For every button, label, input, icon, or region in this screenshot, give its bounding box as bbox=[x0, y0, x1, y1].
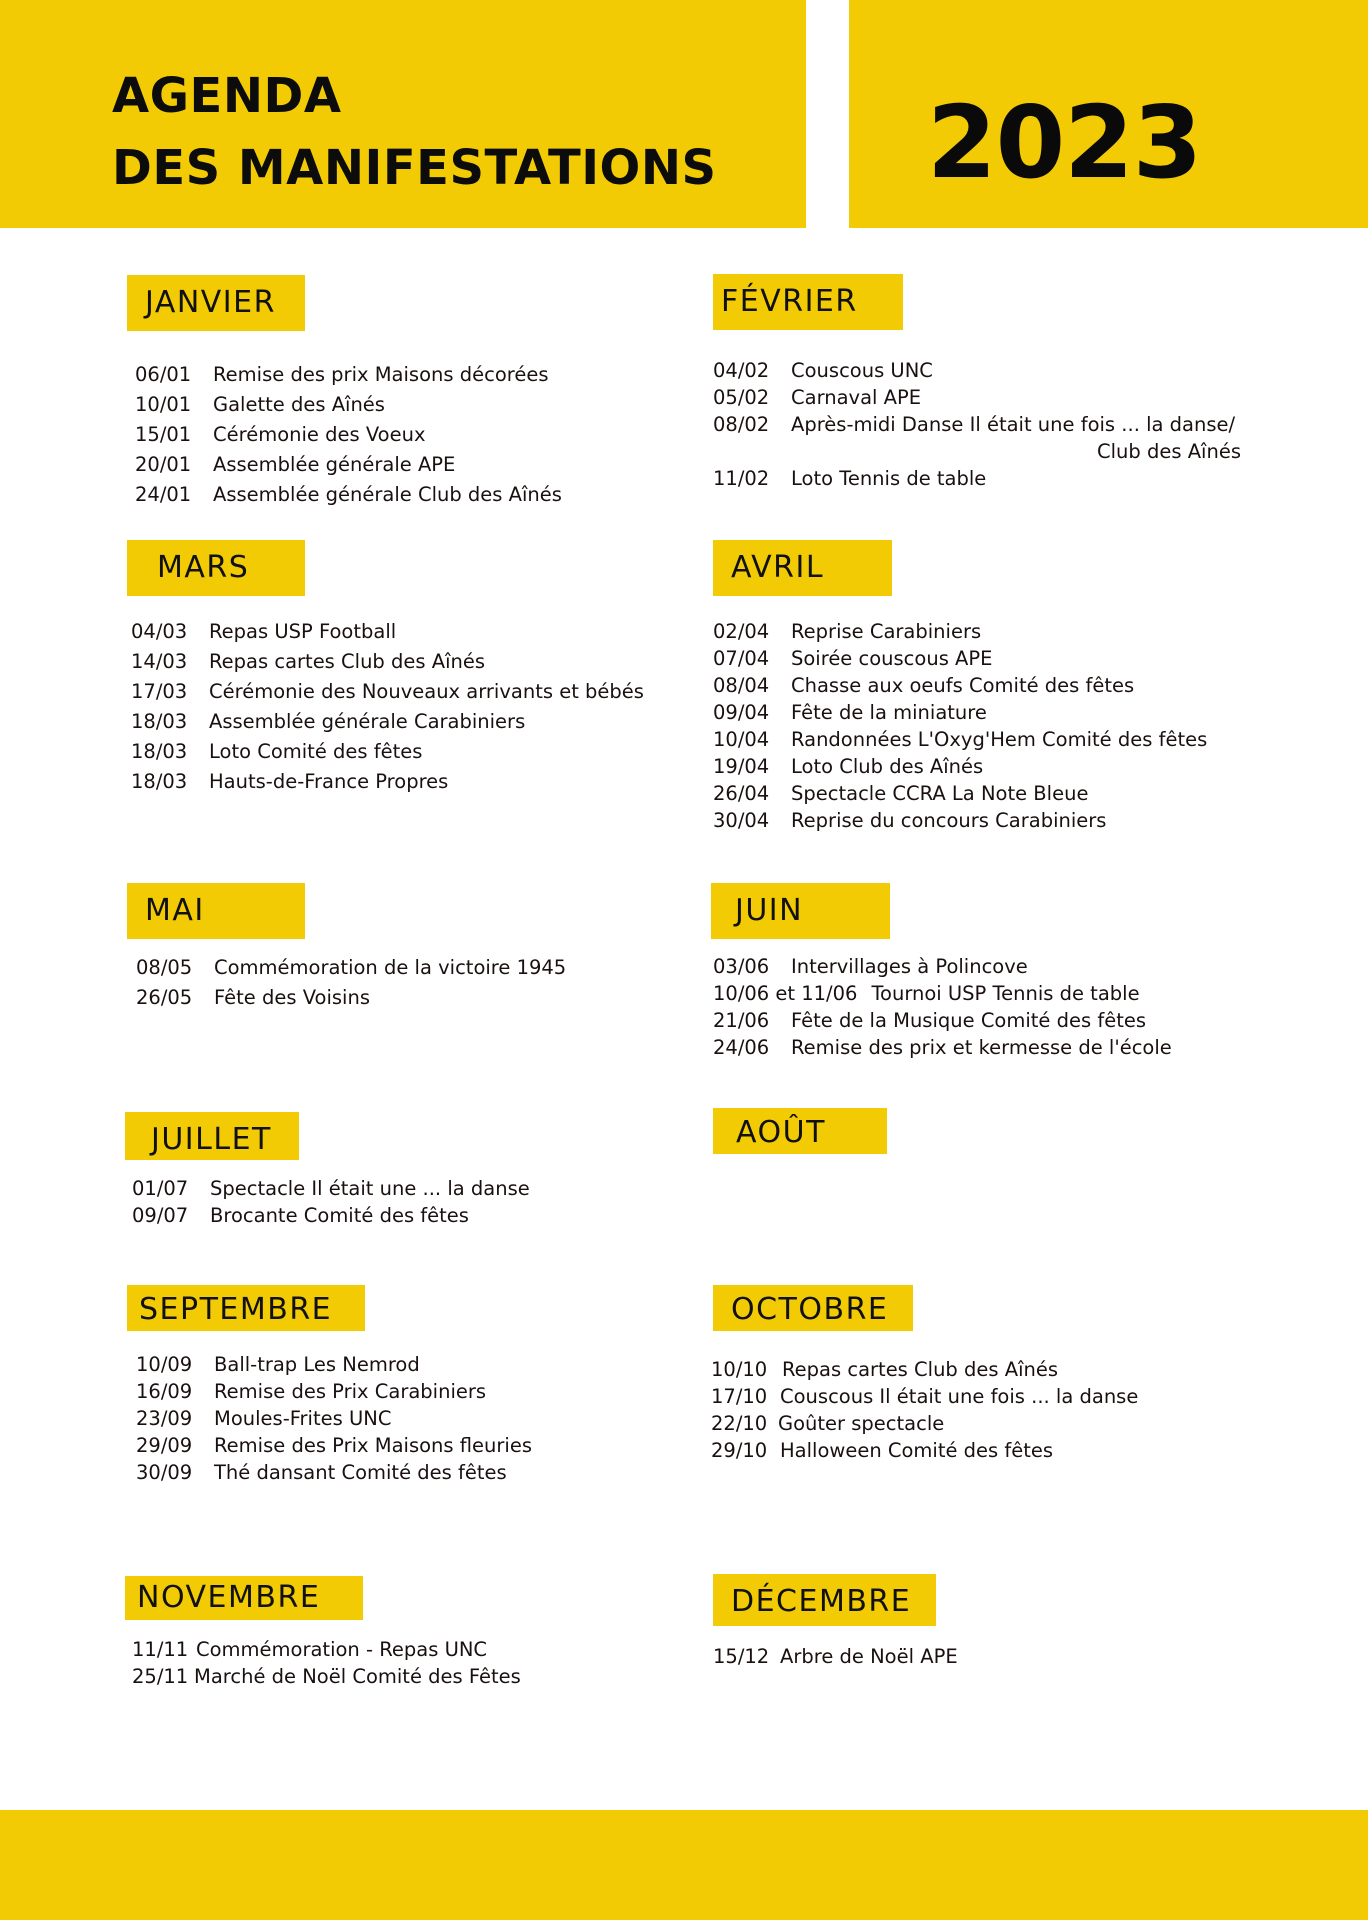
event-item bbox=[713, 1034, 1172, 1061]
event-text: Commémoration - Repas UNC bbox=[196, 1638, 488, 1661]
event-date: 02/04 bbox=[713, 620, 770, 643]
event-text: Thé dansant Comité des fêtes bbox=[214, 1461, 507, 1484]
event-list bbox=[713, 357, 1241, 492]
event-text: Repas cartes Club des Aînés bbox=[209, 650, 486, 673]
event-date: 08/04 bbox=[713, 674, 770, 697]
event-text: Reprise Carabiniers bbox=[791, 620, 982, 643]
event-date: 11/02 bbox=[713, 467, 770, 490]
event-item bbox=[711, 1383, 1138, 1410]
event-text: Fête de la miniature bbox=[791, 701, 987, 724]
month-label: NOVEMBRE bbox=[125, 1576, 363, 1620]
month-label: FÉVRIER bbox=[713, 274, 903, 330]
event-date: 26/05 bbox=[136, 986, 193, 1009]
event-list bbox=[132, 1636, 521, 1690]
event-date: 05/02 bbox=[713, 386, 770, 409]
event-item bbox=[131, 707, 644, 737]
event-date: 09/04 bbox=[713, 701, 770, 724]
event-text: Couscous UNC bbox=[791, 359, 933, 382]
event-item bbox=[713, 1007, 1172, 1034]
event-text: Cérémonie des Voeux bbox=[213, 423, 426, 446]
event-date: 10/01 bbox=[135, 393, 192, 416]
event-item bbox=[713, 699, 1207, 726]
event-list bbox=[713, 1643, 958, 1670]
event-text: Brocante Comité des fêtes bbox=[210, 1204, 469, 1227]
event-item bbox=[135, 360, 562, 390]
event-date: 24/01 bbox=[135, 483, 192, 506]
event-item bbox=[132, 1636, 521, 1663]
event-date: 24/06 bbox=[713, 1036, 770, 1059]
event-item bbox=[713, 780, 1207, 807]
event-date: 29/09 bbox=[136, 1434, 193, 1457]
event-item bbox=[131, 677, 644, 707]
event-list bbox=[711, 1356, 1138, 1464]
event-item bbox=[136, 1459, 532, 1486]
month-label: DÉCEMBRE bbox=[713, 1574, 936, 1626]
event-date: 01/07 bbox=[132, 1177, 189, 1200]
event-item bbox=[135, 450, 562, 480]
event-item bbox=[132, 1175, 530, 1202]
event-item bbox=[131, 617, 644, 647]
event-text: Halloween Comité des fêtes bbox=[780, 1439, 1054, 1462]
event-list bbox=[131, 617, 644, 797]
month-label: MARS bbox=[127, 540, 305, 596]
event-item bbox=[131, 647, 644, 677]
event-text: Assemblée générale Club des Aînés bbox=[213, 483, 562, 506]
event-date: 06/01 bbox=[135, 363, 192, 386]
event-date: 16/09 bbox=[136, 1380, 193, 1403]
event-text: Repas cartes Club des Aînés bbox=[782, 1358, 1059, 1381]
event-item bbox=[713, 726, 1207, 753]
event-item bbox=[713, 953, 1172, 980]
event-text: Remise des Prix Carabiniers bbox=[214, 1380, 487, 1403]
event-date: 17/10 bbox=[711, 1385, 768, 1408]
event-date: 04/02 bbox=[713, 359, 770, 382]
event-date: 10/06 et 11/06 bbox=[713, 982, 858, 1005]
event-text: Marché de Noël Comité des Fêtes bbox=[194, 1665, 521, 1688]
event-text: Goûter spectacle bbox=[778, 1412, 945, 1435]
event-text: Reprise du concours Carabiniers bbox=[791, 809, 1107, 832]
event-text: Arbre de Noël APE bbox=[780, 1645, 958, 1668]
event-date: 22/10 bbox=[711, 1412, 768, 1435]
event-text: Remise des prix Maisons décorées bbox=[213, 363, 549, 386]
event-list bbox=[136, 1351, 532, 1486]
event-text: Loto Tennis de table bbox=[791, 467, 987, 490]
month-label: MAI bbox=[127, 883, 305, 939]
year-label: 2023 bbox=[927, 84, 1202, 201]
event-text: Assemblée générale APE bbox=[213, 453, 456, 476]
event-date: 11/11 bbox=[132, 1638, 189, 1661]
event-text: Remise des Prix Maisons fleuries bbox=[214, 1434, 532, 1457]
event-text: Commémoration de la victoire 1945 bbox=[214, 956, 567, 979]
event-date: 18/03 bbox=[131, 770, 188, 793]
event-text: Intervillages à Polincove bbox=[791, 955, 1028, 978]
event-date: 07/04 bbox=[713, 647, 770, 670]
event-date: 08/02 bbox=[713, 413, 770, 436]
event-item bbox=[713, 411, 1241, 438]
event-list bbox=[132, 1175, 530, 1229]
event-item bbox=[711, 1410, 1138, 1437]
event-date: 19/04 bbox=[713, 755, 770, 778]
event-text: Tournoi USP Tennis de table bbox=[871, 982, 1140, 1005]
event-list bbox=[135, 360, 562, 510]
event-text: Galette des Aînés bbox=[213, 393, 385, 416]
event-date: 10/09 bbox=[136, 1353, 193, 1376]
month-label: JUILLET bbox=[125, 1112, 299, 1160]
event-item bbox=[713, 672, 1207, 699]
event-date: 25/11 bbox=[132, 1665, 189, 1688]
month-label: AOÛT bbox=[713, 1108, 887, 1154]
event-item bbox=[713, 357, 1241, 384]
event-item bbox=[136, 1432, 532, 1459]
event-item bbox=[135, 420, 562, 450]
event-item bbox=[713, 753, 1207, 780]
event-date: 15/01 bbox=[135, 423, 192, 446]
event-text: Carnaval APE bbox=[791, 386, 922, 409]
event-item bbox=[713, 465, 1241, 492]
event-item bbox=[136, 953, 566, 983]
event-list bbox=[136, 953, 566, 1013]
event-text: Hauts-de-France Propres bbox=[209, 770, 449, 793]
event-text: Couscous Il était une fois ... la danse bbox=[780, 1385, 1139, 1408]
event-item bbox=[132, 1663, 521, 1690]
event-text: Spectacle Il était une ... la danse bbox=[210, 1177, 530, 1200]
event-date: 18/03 bbox=[131, 710, 188, 733]
event-item bbox=[713, 645, 1207, 672]
event-date: 04/03 bbox=[131, 620, 188, 643]
event-date: 17/03 bbox=[131, 680, 188, 703]
event-date: 29/10 bbox=[711, 1439, 768, 1462]
event-item bbox=[131, 737, 644, 767]
event-item bbox=[711, 1437, 1138, 1464]
event-date: 23/09 bbox=[136, 1407, 193, 1430]
event-item bbox=[713, 807, 1207, 834]
event-item bbox=[713, 384, 1241, 411]
event-item bbox=[131, 767, 644, 797]
event-text: Remise des prix et kermesse de l'école bbox=[791, 1036, 1172, 1059]
event-text: Chasse aux oeufs Comité des fêtes bbox=[791, 674, 1135, 697]
event-date: 10/04 bbox=[713, 728, 770, 751]
event-date: 21/06 bbox=[713, 1009, 770, 1032]
event-item bbox=[136, 1351, 532, 1378]
month-label: SEPTEMBRE bbox=[127, 1285, 365, 1331]
event-text: Assemblée générale Carabiniers bbox=[209, 710, 526, 733]
page-title-line-1: AGENDA bbox=[112, 68, 342, 124]
event-item bbox=[135, 390, 562, 420]
event-text: Fête de la Musique Comité des fêtes bbox=[791, 1009, 1147, 1032]
event-date: 18/03 bbox=[131, 740, 188, 763]
month-label: AVRIL bbox=[713, 540, 892, 596]
event-text: Loto Comité des fêtes bbox=[209, 740, 423, 763]
event-date: 09/07 bbox=[132, 1204, 189, 1227]
event-text: Cérémonie des Nouveaux arrivants et bébés bbox=[209, 680, 644, 703]
event-text: Repas USP Football bbox=[209, 620, 397, 643]
event-item bbox=[132, 1202, 530, 1229]
event-text: Spectacle CCRA La Note Bleue bbox=[791, 782, 1089, 805]
event-item bbox=[713, 980, 1172, 1007]
event-date: 03/06 bbox=[713, 955, 770, 978]
event-text: Moules-Frites UNC bbox=[214, 1407, 392, 1430]
event-text: Après-midi Danse Il était une fois ... la danse/ bbox=[791, 413, 1236, 436]
month-label: JUIN bbox=[711, 883, 890, 939]
event-text: Soirée couscous APE bbox=[791, 647, 993, 670]
event-item bbox=[136, 983, 566, 1013]
event-text: Loto Club des Aînés bbox=[791, 755, 984, 778]
footer-band bbox=[0, 1810, 1368, 1920]
month-label: OCTOBRE bbox=[713, 1285, 913, 1331]
event-date: 20/01 bbox=[135, 453, 192, 476]
event-item bbox=[136, 1378, 532, 1405]
event-date: 30/04 bbox=[713, 809, 770, 832]
event-date: 10/10 bbox=[711, 1358, 768, 1381]
event-date: 26/04 bbox=[713, 782, 770, 805]
event-list bbox=[713, 953, 1172, 1061]
event-date: 15/12 bbox=[713, 1645, 770, 1668]
page-title-line-2: DES MANIFESTATIONS bbox=[112, 140, 717, 196]
event-date: 14/03 bbox=[131, 650, 188, 673]
month-label: JANVIER bbox=[127, 275, 305, 331]
event-text: Fête des Voisins bbox=[214, 986, 370, 1009]
event-date: 08/05 bbox=[136, 956, 193, 979]
event-continuation: Club des Aînés bbox=[1097, 440, 1241, 463]
event-item bbox=[713, 1643, 958, 1670]
event-item bbox=[711, 1356, 1138, 1383]
event-list bbox=[713, 618, 1207, 834]
event-item bbox=[713, 618, 1207, 645]
event-text: Randonnées L'Oxyg'Hem Comité des fêtes bbox=[791, 728, 1208, 751]
event-item bbox=[136, 1405, 532, 1432]
event-date: 30/09 bbox=[136, 1461, 193, 1484]
event-item bbox=[135, 480, 562, 510]
event-text: Ball-trap Les Nemrod bbox=[214, 1353, 420, 1376]
